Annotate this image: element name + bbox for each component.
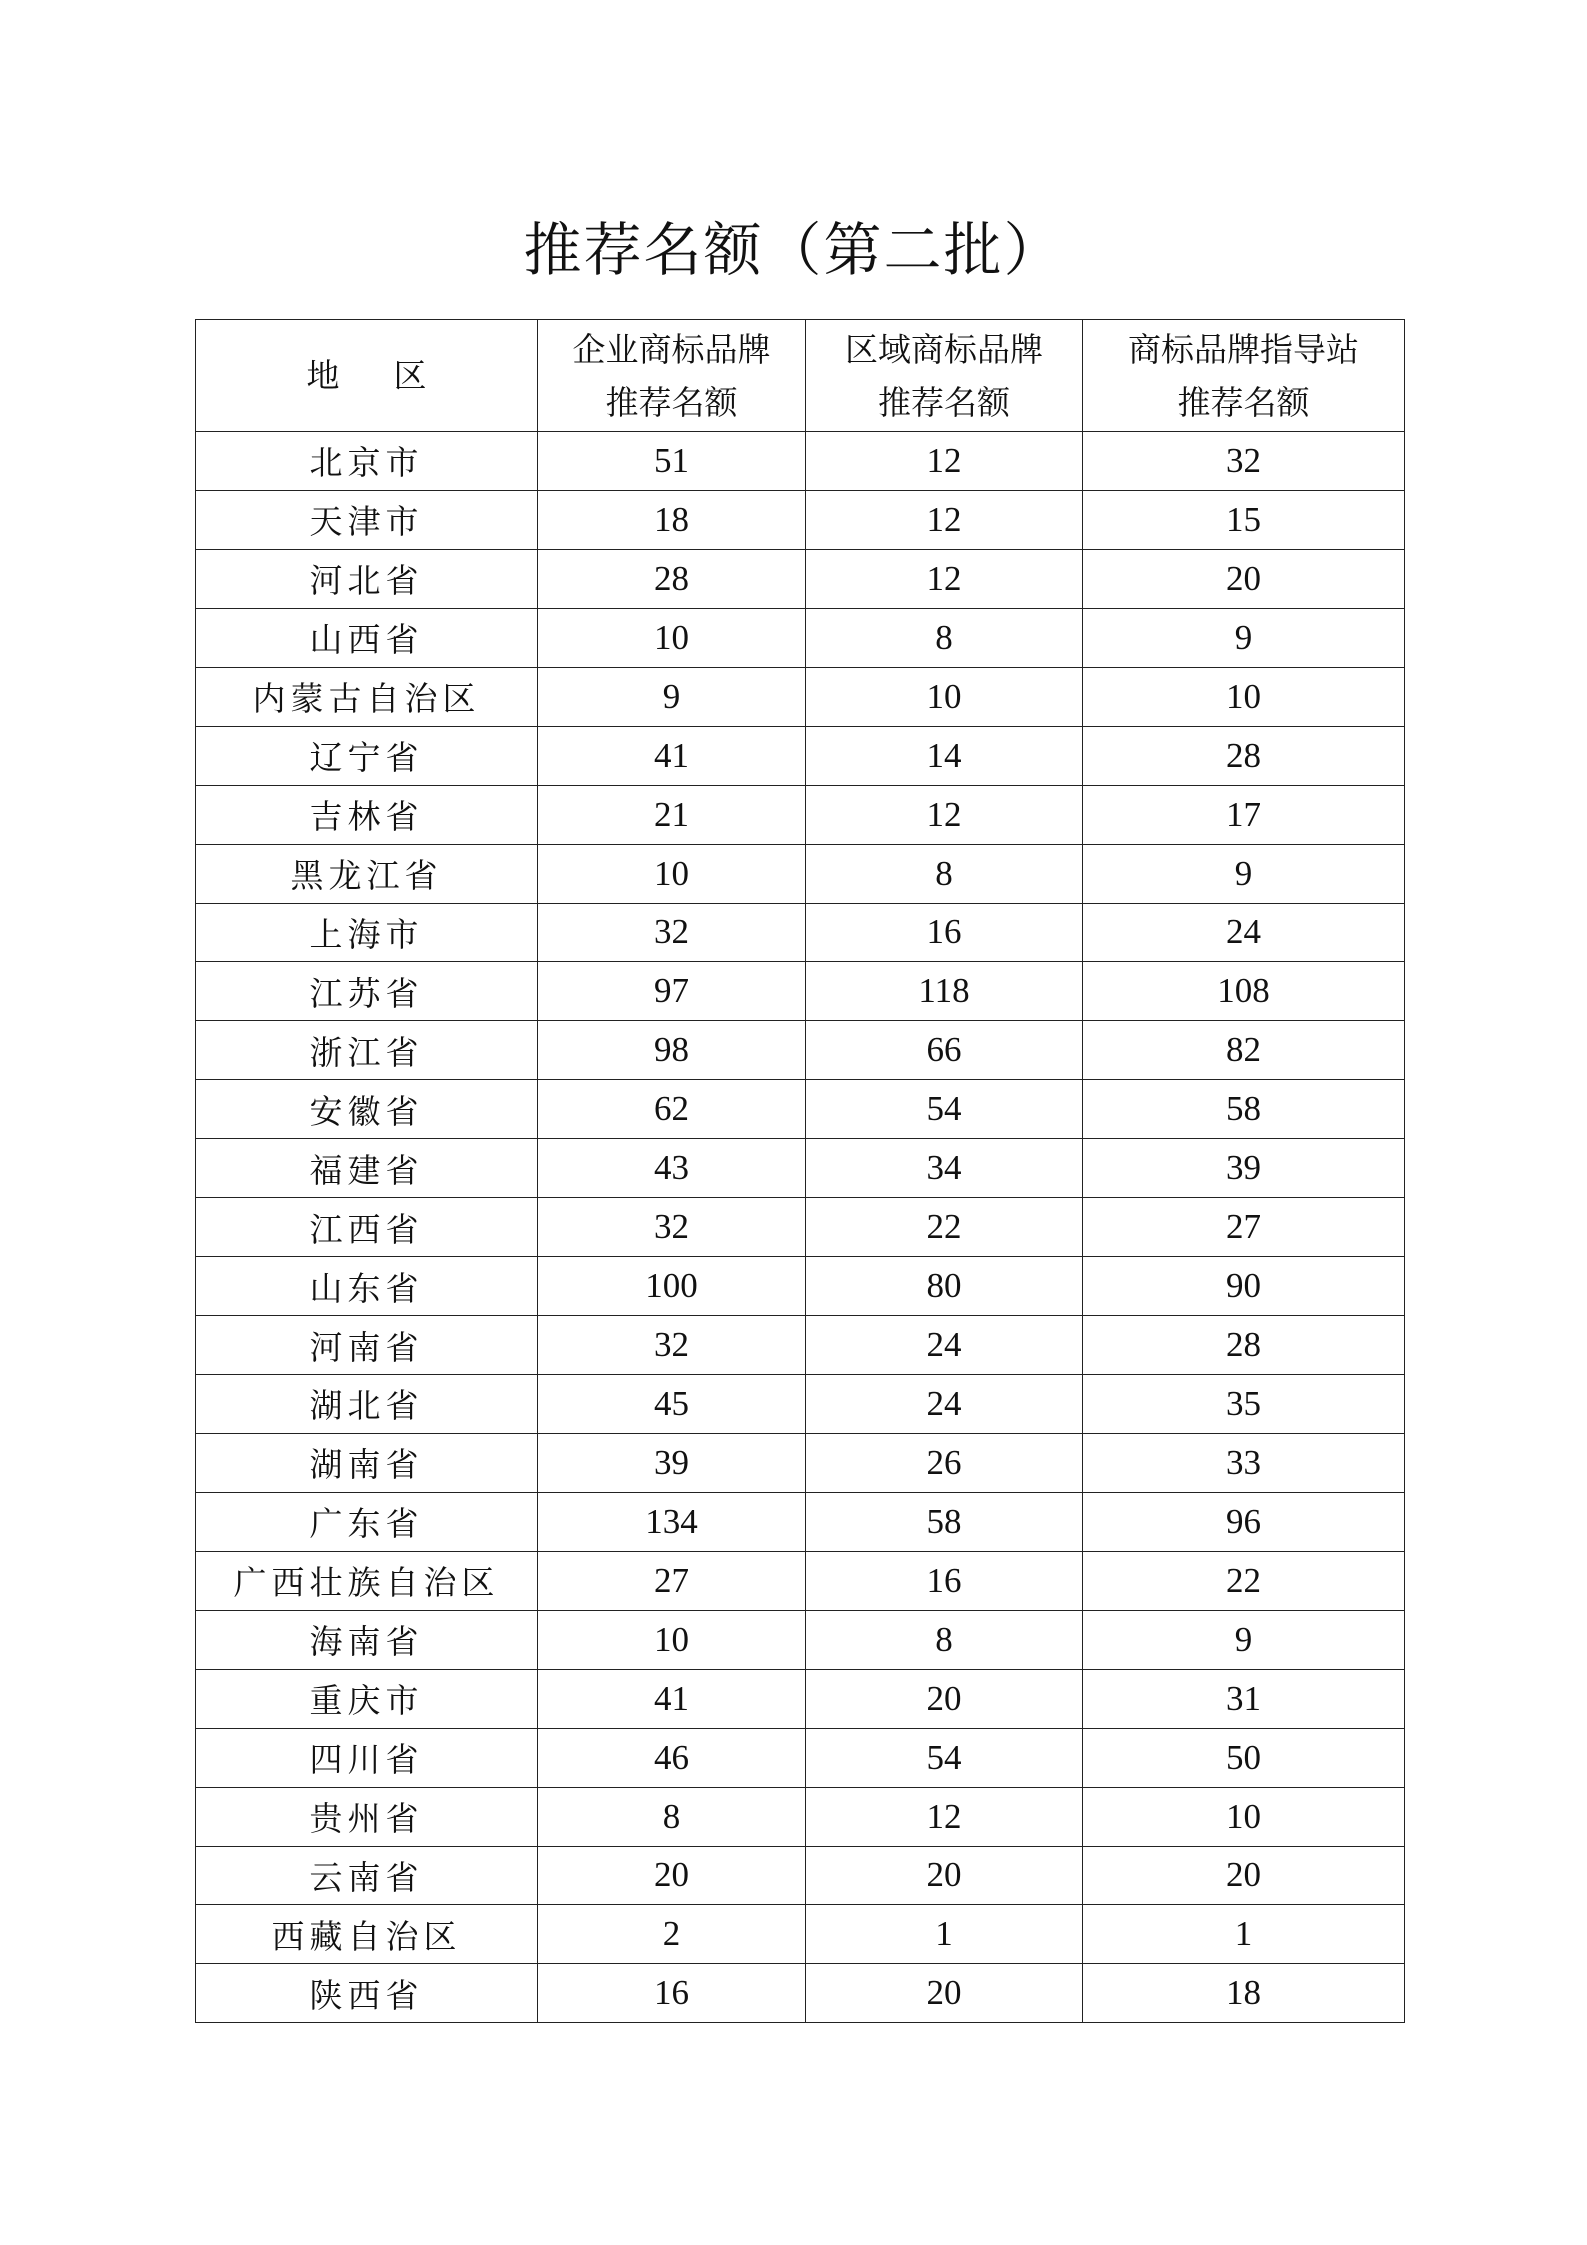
table-row bbox=[196, 549, 1405, 608]
header-enterprise-line1: 企业商标品牌 bbox=[572, 329, 771, 369]
station-quota-cell: 28 bbox=[1083, 726, 1405, 785]
enterprise-quota-cell: 32 bbox=[538, 903, 806, 962]
region-cell: 河北省 bbox=[196, 549, 538, 608]
table-row bbox=[196, 1964, 1405, 2023]
station-quota-cell: 17 bbox=[1083, 785, 1405, 844]
region-cell: 重庆市 bbox=[196, 1669, 538, 1728]
region-cell: 吉林省 bbox=[196, 785, 538, 844]
station-quota-cell: 20 bbox=[1083, 1846, 1405, 1905]
table-row bbox=[196, 844, 1405, 903]
enterprise-quota-cell: 10 bbox=[538, 844, 806, 903]
area-quota-cell: 54 bbox=[806, 1728, 1083, 1787]
enterprise-quota-cell: 134 bbox=[538, 1492, 806, 1551]
table-header bbox=[196, 320, 1405, 432]
station-quota-cell: 20 bbox=[1083, 549, 1405, 608]
area-quota-cell: 24 bbox=[806, 1316, 1083, 1375]
table-row bbox=[196, 1080, 1405, 1139]
region-cell: 安徽省 bbox=[196, 1080, 538, 1139]
region-cell: 山西省 bbox=[196, 608, 538, 667]
region-cell: 北京市 bbox=[196, 432, 538, 491]
enterprise-quota-cell: 2 bbox=[538, 1905, 806, 1964]
enterprise-quota-cell: 20 bbox=[538, 1846, 806, 1905]
header-area-line2: 推荐名额 bbox=[878, 382, 1010, 422]
table-row bbox=[196, 903, 1405, 962]
region-cell: 广东省 bbox=[196, 1492, 538, 1551]
station-quota-cell: 35 bbox=[1083, 1375, 1405, 1434]
area-quota-cell: 12 bbox=[806, 549, 1083, 608]
station-quota-cell: 10 bbox=[1083, 1787, 1405, 1846]
area-quota-cell: 12 bbox=[806, 785, 1083, 844]
region-cell: 江苏省 bbox=[196, 962, 538, 1021]
enterprise-quota-cell: 10 bbox=[538, 608, 806, 667]
region-cell: 陕西省 bbox=[196, 1964, 538, 2023]
area-quota-cell: 66 bbox=[806, 1021, 1083, 1080]
station-quota-cell: 9 bbox=[1083, 844, 1405, 903]
enterprise-quota-cell: 8 bbox=[538, 1787, 806, 1846]
area-quota-cell: 80 bbox=[806, 1257, 1083, 1316]
enterprise-quota-cell: 41 bbox=[538, 726, 806, 785]
table-row bbox=[196, 608, 1405, 667]
header-area-quota bbox=[806, 320, 1083, 432]
enterprise-quota-cell: 39 bbox=[538, 1433, 806, 1492]
area-quota-cell: 8 bbox=[806, 608, 1083, 667]
table-row bbox=[196, 1316, 1405, 1375]
station-quota-cell: 96 bbox=[1083, 1492, 1405, 1551]
region-cell: 云南省 bbox=[196, 1846, 538, 1905]
table-row bbox=[196, 1021, 1405, 1080]
enterprise-quota-cell: 41 bbox=[538, 1669, 806, 1728]
enterprise-quota-cell: 21 bbox=[538, 785, 806, 844]
enterprise-quota-cell: 46 bbox=[538, 1728, 806, 1787]
region-cell: 河南省 bbox=[196, 1316, 538, 1375]
area-quota-cell: 58 bbox=[806, 1492, 1083, 1551]
station-quota-cell: 50 bbox=[1083, 1728, 1405, 1787]
enterprise-quota-cell: 32 bbox=[538, 1316, 806, 1375]
area-quota-cell: 12 bbox=[806, 432, 1083, 491]
area-quota-cell: 12 bbox=[806, 490, 1083, 549]
enterprise-quota-cell: 16 bbox=[538, 1964, 806, 2023]
area-quota-cell: 8 bbox=[806, 844, 1083, 903]
enterprise-quota-cell: 32 bbox=[538, 1198, 806, 1257]
area-quota-cell: 54 bbox=[806, 1080, 1083, 1139]
enterprise-quota-cell: 62 bbox=[538, 1080, 806, 1139]
header-enterprise-line2: 推荐名额 bbox=[605, 382, 738, 422]
station-quota-cell: 33 bbox=[1083, 1433, 1405, 1492]
enterprise-quota-cell: 100 bbox=[538, 1257, 806, 1316]
table-row bbox=[196, 1139, 1405, 1198]
region-cell: 贵州省 bbox=[196, 1787, 538, 1846]
enterprise-quota-cell: 98 bbox=[538, 1021, 806, 1080]
area-quota-cell: 16 bbox=[806, 1551, 1083, 1610]
table-row bbox=[196, 1728, 1405, 1787]
station-quota-cell: 108 bbox=[1083, 962, 1405, 1021]
table-row bbox=[196, 667, 1405, 726]
region-cell: 西藏自治区 bbox=[196, 1905, 538, 1964]
region-cell: 江西省 bbox=[196, 1198, 538, 1257]
area-quota-cell: 16 bbox=[806, 903, 1083, 962]
enterprise-quota-cell: 9 bbox=[538, 667, 806, 726]
header-station-line1: 商标品牌指导站 bbox=[1128, 329, 1359, 369]
region-cell: 四川省 bbox=[196, 1728, 538, 1787]
header-region bbox=[196, 320, 538, 432]
header-station-quota bbox=[1083, 320, 1405, 432]
station-quota-cell: 10 bbox=[1083, 667, 1405, 726]
page-title: 推荐名额（第二批） bbox=[523, 216, 1064, 284]
table-row bbox=[196, 1433, 1405, 1492]
station-quota-cell: 22 bbox=[1083, 1551, 1405, 1610]
region-cell: 福建省 bbox=[196, 1139, 538, 1198]
area-quota-cell: 22 bbox=[806, 1198, 1083, 1257]
enterprise-quota-cell: 51 bbox=[538, 432, 806, 491]
table-row bbox=[196, 1198, 1405, 1257]
table-row bbox=[196, 1787, 1405, 1846]
station-quota-cell: 32 bbox=[1083, 432, 1405, 491]
enterprise-quota-cell: 27 bbox=[538, 1551, 806, 1610]
region-cell: 内蒙古自治区 bbox=[196, 667, 538, 726]
table-row bbox=[196, 1905, 1405, 1964]
area-quota-cell: 20 bbox=[806, 1846, 1083, 1905]
station-quota-cell: 9 bbox=[1083, 1610, 1405, 1669]
table-row bbox=[196, 1846, 1405, 1905]
header-area-line1: 区域商标品牌 bbox=[845, 329, 1043, 369]
table-row bbox=[196, 726, 1405, 785]
quota-table bbox=[195, 319, 1405, 2023]
header-region-part2: 区 bbox=[393, 356, 427, 395]
header-row bbox=[196, 320, 1405, 432]
table-row bbox=[196, 1492, 1405, 1551]
area-quota-cell: 118 bbox=[806, 962, 1083, 1021]
enterprise-quota-cell: 18 bbox=[538, 490, 806, 549]
table-row bbox=[196, 1257, 1405, 1316]
area-quota-cell: 34 bbox=[806, 1139, 1083, 1198]
region-cell: 海南省 bbox=[196, 1610, 538, 1669]
region-cell: 黑龙江省 bbox=[196, 844, 538, 903]
station-quota-cell: 39 bbox=[1083, 1139, 1405, 1198]
region-cell: 湖南省 bbox=[196, 1433, 538, 1492]
table-row bbox=[196, 1551, 1405, 1610]
station-quota-cell: 24 bbox=[1083, 903, 1405, 962]
region-cell: 浙江省 bbox=[196, 1021, 538, 1080]
table-row bbox=[196, 1610, 1405, 1669]
area-quota-cell: 1 bbox=[806, 1905, 1083, 1964]
table-row bbox=[196, 785, 1405, 844]
station-quota-cell: 82 bbox=[1083, 1021, 1405, 1080]
area-quota-cell: 26 bbox=[806, 1433, 1083, 1492]
enterprise-quota-cell: 45 bbox=[538, 1375, 806, 1434]
station-quota-cell: 1 bbox=[1083, 1905, 1405, 1964]
header-region-part1: 地 bbox=[306, 356, 340, 395]
station-quota-cell: 31 bbox=[1083, 1669, 1405, 1728]
station-quota-cell: 27 bbox=[1083, 1198, 1405, 1257]
area-quota-cell: 10 bbox=[806, 667, 1083, 726]
area-quota-cell: 14 bbox=[806, 726, 1083, 785]
enterprise-quota-cell: 97 bbox=[538, 962, 806, 1021]
enterprise-quota-cell: 43 bbox=[538, 1139, 806, 1198]
region-cell: 辽宁省 bbox=[196, 726, 538, 785]
station-quota-cell: 18 bbox=[1083, 1964, 1405, 2023]
region-cell: 湖北省 bbox=[196, 1375, 538, 1434]
header-station-line2: 推荐名额 bbox=[1177, 382, 1310, 422]
table-body bbox=[196, 432, 1405, 2023]
station-quota-cell: 9 bbox=[1083, 608, 1405, 667]
area-quota-cell: 12 bbox=[806, 1787, 1083, 1846]
region-cell: 上海市 bbox=[196, 903, 538, 962]
header-enterprise-quota bbox=[538, 320, 806, 432]
table-row bbox=[196, 962, 1405, 1021]
area-quota-cell: 20 bbox=[806, 1669, 1083, 1728]
region-cell: 山东省 bbox=[196, 1257, 538, 1316]
area-quota-cell: 20 bbox=[806, 1964, 1083, 2023]
station-quota-cell: 90 bbox=[1083, 1257, 1405, 1316]
table-row bbox=[196, 1375, 1405, 1434]
area-quota-cell: 24 bbox=[806, 1375, 1083, 1434]
enterprise-quota-cell: 28 bbox=[538, 549, 806, 608]
table-row bbox=[196, 432, 1405, 491]
enterprise-quota-cell: 10 bbox=[538, 1610, 806, 1669]
table-row bbox=[196, 490, 1405, 549]
region-cell: 广西壮族自治区 bbox=[196, 1551, 538, 1610]
region-cell: 天津市 bbox=[196, 490, 538, 549]
station-quota-cell: 58 bbox=[1083, 1080, 1405, 1139]
station-quota-cell: 15 bbox=[1083, 490, 1405, 549]
area-quota-cell: 8 bbox=[806, 1610, 1083, 1669]
station-quota-cell: 28 bbox=[1083, 1316, 1405, 1375]
table-row bbox=[196, 1669, 1405, 1728]
